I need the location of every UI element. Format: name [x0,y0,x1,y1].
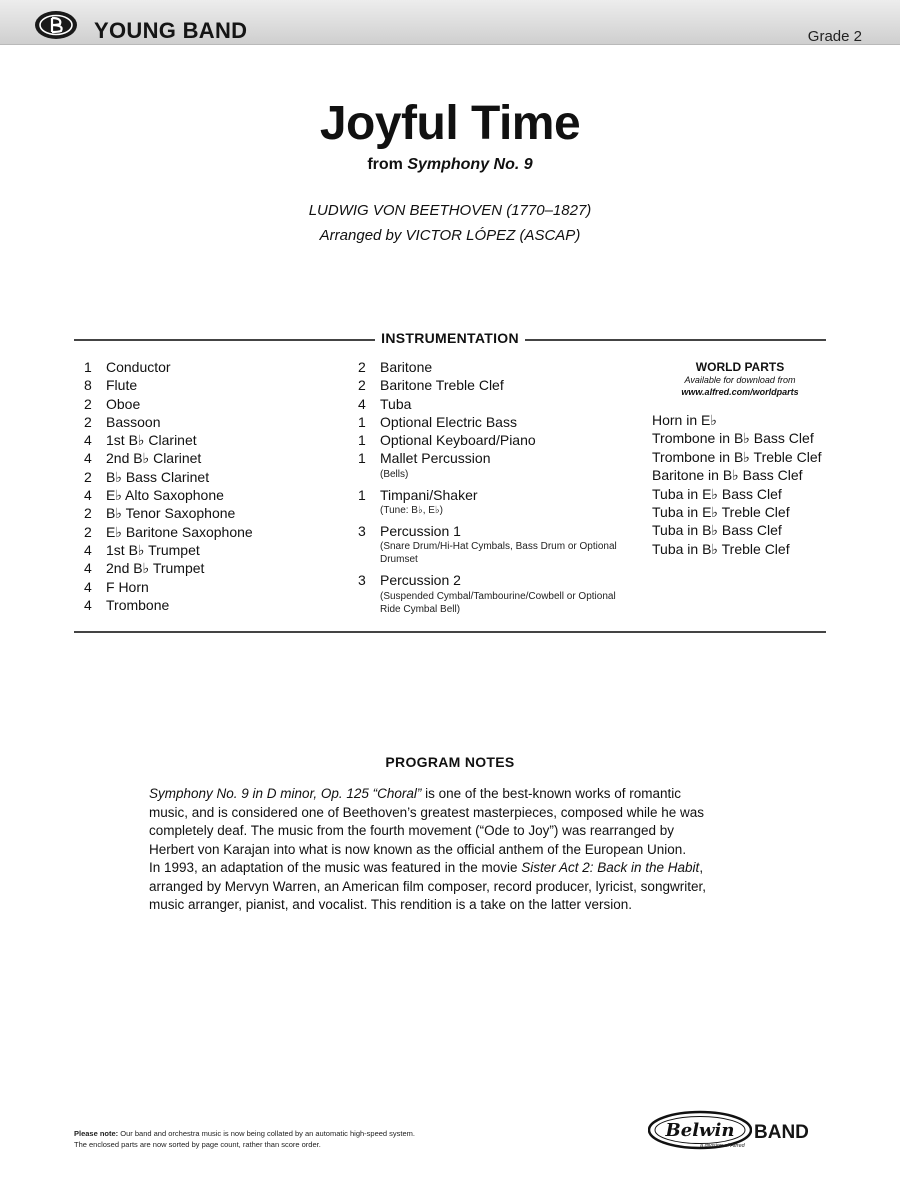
instrument-name: 2nd B♭ Trumpet [106,560,205,577]
instrument-row [358,395,638,413]
page-subtitle: from Symphony No. 9 [367,156,533,173]
world-parts-list [652,411,828,558]
instrument-row [84,468,344,486]
instrument-quantity: 2 [84,395,92,412]
instrument-row [84,578,344,596]
instrument-quantity: 4 [84,596,92,613]
instrument-name: 2nd B♭ Clarinet [106,450,202,467]
instrument-name: Flute [106,377,138,394]
instrument-note: (Snare Drum/Hi-Hat Cymbals, Bass Drum or Optional Drumset [380,541,617,566]
instrumentation-bottom-rule [74,631,826,633]
instrument-row [84,486,344,504]
instrument-name: Timpani/Shaker (Tune: B♭, E♭) [380,486,638,517]
belwin-band-logo [648,1110,828,1154]
instrument-name: E♭ Alto Saxophone [106,487,224,504]
instrument-quantity: 1 [358,432,366,449]
instrument-row [84,413,344,431]
instrument-name: Percussion 1 (Snare Drum/Hi-Hat Cymbals, Bass Drum or Optional Drumset [380,522,638,566]
instrument-quantity: 3 [358,523,366,540]
series-brand: YOUNG BAND [94,18,248,43]
instrument-quantity: 1 [358,486,366,503]
instrument-row [84,449,344,467]
world-parts-panel [652,360,828,558]
instrument-name: Baritone Treble Clef [380,377,504,394]
instrument-row [358,376,638,394]
instrument-row [84,358,344,376]
instrument-note: (Tune: B♭, E♭) [380,505,443,517]
instrument-name: Conductor [106,359,171,375]
instrument-row [358,522,638,566]
instrument-list-left [84,358,344,614]
instrument-name: Optional Electric Bass [380,413,517,430]
instrument-list-middle [358,358,638,621]
instrument-name: E♭ Baritone Saxophone [106,523,253,540]
instrument-quantity: 4 [358,395,366,412]
instrument-row [358,431,638,449]
world-part-item: Trombone in B♭ Bass Clef [652,430,814,447]
instrument-name: 1st B♭ Trumpet [106,541,200,558]
instrument-row [84,541,344,559]
instrument-quantity: 1 [84,359,92,375]
instrument-row [84,596,344,614]
instrument-quantity: 4 [84,432,92,449]
instrument-row [358,486,638,517]
instrument-quantity: 2 [84,413,92,430]
instrument-quantity: 4 [84,578,92,595]
program-notes-text: Symphony No. 9 in D minor, Op. 125 “Choral” is one of the best-known works of romantic music, and is considered one of Beethoven’s greatest masterpieces, composed while he was completely deaf. The music from the fourth movement (“Ode to Joy”) was rearranged by Herbert von Karajan into what is now known as the official anthem of the European Union. In 1993, an adaptation of the music was featured in the movie Sister Act 2: Back in the Habit, arranged by Mervyn Warren, an American film composer, record producer, lyricist, songwriter, music arranger, pianist, and vocalist. This rendition is a take on the latter version. [149,786,706,912]
world-parts-title: WORLD PARTS [695,360,785,374]
instrument-quantity: 1 [358,450,366,467]
instrument-name: Percussion 2 (Suspended Cymbal/Tambourine/Cowbell or Optional Ride Cymbal Bell) [380,571,638,615]
instrument-row [84,523,344,541]
collation-note: Please note: Our band and orchestra music is now being collated by an automatic high-speed system. The enclosed parts are now sorted by page count, rather than score order. [74,1129,416,1149]
instrument-name: 1st B♭ Clarinet [106,432,197,449]
instrument-quantity: 1 [358,413,366,430]
instrument-quantity: 4 [84,541,92,558]
instrument-quantity: 4 [84,560,92,577]
instrument-row [84,559,344,577]
instrument-quantity: 4 [84,487,92,504]
instrument-name: B♭ Tenor Saxophone [106,505,236,522]
header-bar [0,0,900,45]
instrument-row [84,395,344,413]
instrument-quantity: 2 [84,523,92,540]
instrument-row [358,413,638,431]
composer-credit: LUDWIG VON BEETHOVEN (1770–1827) [308,202,592,219]
world-part-item: Tuba in E♭ Bass Clef [652,485,782,502]
instrument-name: Baritone [380,359,433,375]
instrument-quantity: 2 [84,468,92,485]
world-part-item: Horn in E♭ [652,412,717,428]
instrument-quantity: 2 [358,359,366,375]
world-part-item: Tuba in B♭ Treble Clef [652,540,790,557]
instrument-row [358,358,638,376]
instrument-row [84,431,344,449]
instrument-quantity: 4 [84,450,92,467]
instrument-row [84,504,344,522]
instrument-name: Bassoon [106,413,161,430]
instrument-name: Oboe [106,395,141,412]
instrument-row [358,449,638,480]
instrument-name: F Horn [106,578,149,595]
instrument-name: Trombone [106,596,170,613]
instrument-quantity: 8 [84,377,92,394]
world-part-item: Tuba in E♭ Treble Clef [652,504,790,521]
instrument-name: Mallet Percussion (Bells) [380,449,638,480]
belwin-division-label: a division of Alfred [700,1143,745,1149]
instrument-note: (Bells) [380,468,409,480]
page-title: Joyful Time [319,97,581,150]
instrument-name: Optional Keyboard/Piano [380,432,536,449]
young-band-logo-icon [34,9,78,41]
svg-text:Belwin: Belwin [665,1120,735,1141]
subtitle-work: Symphony No. 9 [407,156,533,173]
instrument-row [84,376,344,394]
world-parts-url[interactable]: www.alfred.com/worldparts [681,387,799,397]
belwin-band-label: BAND [754,1122,809,1143]
arranger-credit: Arranged by VICTOR LÓPEZ (ASCAP) [319,227,581,244]
instrument-note: (Suspended Cymbal/Tambourine/Cowbell or Optional Ride Cymbal Bell) [380,590,616,615]
instrument-quantity: 2 [84,505,92,522]
instrument-quantity: 2 [358,377,366,394]
grade-label: Grade 2 [807,28,862,45]
world-part-item: Trombone in B♭ Treble Clef [652,448,822,465]
instrument-quantity: 3 [358,572,366,589]
world-parts-subtitle: Available for download from [684,375,796,385]
instrument-name: Tuba [380,395,412,412]
program-notes-heading: PROGRAM NOTES [385,754,515,770]
world-part-item: Tuba in B♭ Bass Clef [652,522,782,539]
instrument-name: B♭ Bass Clarinet [106,468,210,485]
instrumentation-heading: INSTRUMENTATION [0,330,900,348]
world-part-item: Baritone in B♭ Bass Clef [652,467,803,484]
instrument-row [358,571,638,615]
